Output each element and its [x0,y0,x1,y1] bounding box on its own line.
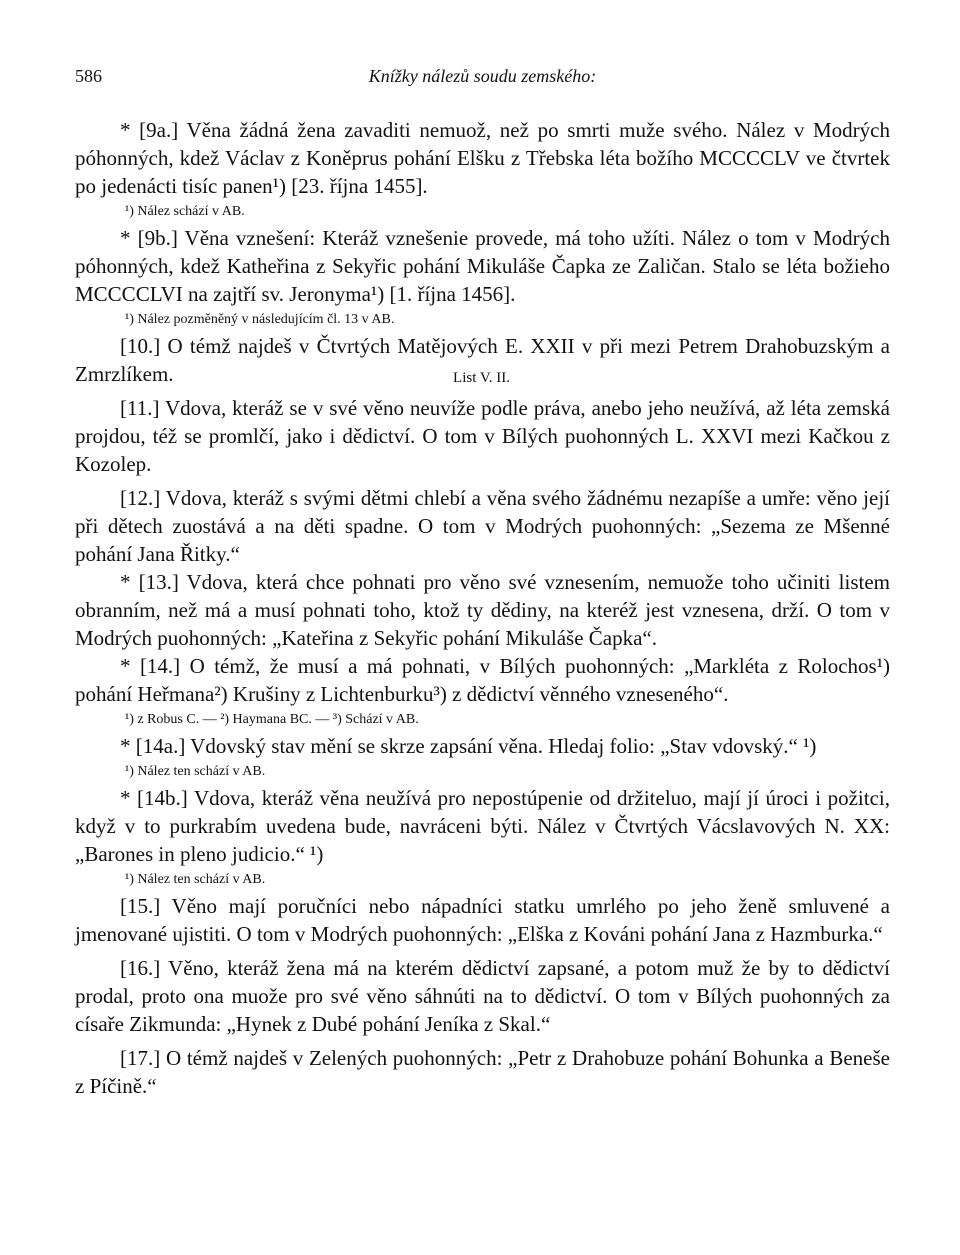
sheet-reference: List V. II. [453,370,510,386]
article-paragraph [75,332,890,388]
page-number: 586 [75,66,102,86]
footnote-text: ¹) Nález schází v AB. [125,204,245,219]
article-text: * [9a.] Věna žádná žena zavaditi nemuož, než po smrti muže svého. Nález v Modrých póhonných, kdež Václav z Koněprus pohání Elšku z Třebska léta božího MCCCCLV ve čtvrtek po jedenácti tisíc panen¹) [23. října 1455]. [75,118,890,198]
article-text: [12.] Vdova, kteráž s svými dětmi chlebí a věna svého žádnému nezapíše a umře: věno její při dětech zuostává a na děti spadne. O tom v Modrých puohonných: „Sezema ze Mšenné pohání Jana Řitky.“ [75,486,890,566]
footnote-text: ¹) z Robus C. — ²) Haymana BC. — ³) Schází v AB. [125,712,419,727]
document-body [75,116,890,1100]
article-paragraph [75,732,890,760]
article-text: * [9b.] Věna vznešení: Kteráž vznešenie provede, má toho užíti. Nález o tom v Modrých póhonných, kdež Katheřina z Sekyřic pohání Mikuláše Čapka ze Zaličan. Stalo se léta božieho MCCCCLVI na zajtří sv. Jeronyma¹) [1. října 1456]. [75,226,890,306]
footnote-text: ¹) Nález ten schází v AB. [125,764,266,779]
article-text: * [14a.] Vdovský stav mění se skrze zapsání věna. Hledaj folio: „Stav vdovský.“ ¹) [120,734,817,758]
footnote [125,760,890,784]
article-text: [16.] Věno, kteráž žena má na kterém dědictví zapsané, a potom muž že by to dědictví prodal, proto ona muože pro své věno sáhnúti na to dědictví. O tom v Bílých puohonných za císaře Zikmunda: „Hynek z Dubé pohání Jeníka z Skal.“ [75,956,890,1036]
article-text: [11.] Vdova, kteráž se v své věno neuvíže podle práva, anebo jeho neužívá, až léta zemská projdou, též se promlčí, jako i dědictví. O tom v Bílých puohonných L. XXVI mezi Kačkou z Kozolep. [75,396,890,476]
footnote-text: ¹) Nález pozměněný v následujícím čl. 13 v AB. [125,312,395,327]
article-paragraph [75,892,890,948]
article-paragraph [75,394,890,478]
article-text: [17.] O témž najdeš v Zelených puohonných: „Petr z Drahobuze pohání Bohunka a Beneše z Píčině.“ [75,1046,890,1098]
article-paragraph [75,224,890,308]
page-header [75,66,890,94]
footnote [125,708,890,732]
article-text: * [13.] Vdova, která chce pohnati pro věno své vznesením, nemuože toho učiniti listem obranním, než má a musí pohnati toho, ktož ty dědiny, na kteréž jest vznesena, drží. O tom v Modrých puohonných: „Kateřina z Sekyřic pohání Mikuláše Čapka“. [75,570,890,650]
article-paragraph [75,652,890,708]
article-text: [15.] Věno mají poručníci nebo nápadníci statku umrlého po jeho ženě smluvené a jmenované ujistiti. O tom v Modrých puohonných: „Elška z Kováni pohání Jana z Hazmburka.“ [75,894,890,946]
article-text: * [14.] O témž, že musí a má pohnati, v Bílých puohonných: „Markléta z Rolochos¹) pohání Heřmana²) Krušiny z Lichtenburku³) z dědictví věnného vzneseného“. [75,654,890,706]
footnote [125,308,890,332]
article-paragraph [75,954,890,1038]
article-paragraph [75,484,890,568]
footnote-text: ¹) Nález ten schází v AB. [125,872,266,887]
article-paragraph [75,784,890,868]
article-text: [10.] O témž najdeš v Čtvrtých Matějových E. XXII v při mezi Petrem Drahobuzským a Zmrzlíkem. [75,334,890,386]
article-paragraph [75,1044,890,1100]
article-paragraph [75,568,890,652]
article-paragraph [75,116,890,200]
article-text: * [14b.] Vdova, kteráž věna neužívá pro nepostúpenie od držiteluo, mají jí úroci i požitci, když v to purkrabím uvedena bude, navráceni býti. Nález v Čtvrtých Vácslavových N. XX: „Barones in pleno judicio.“ ¹) [75,786,890,866]
footnote [125,868,890,892]
footnote [125,200,890,224]
running-title: Knížky nálezů soudu zemského: [368,66,597,86]
